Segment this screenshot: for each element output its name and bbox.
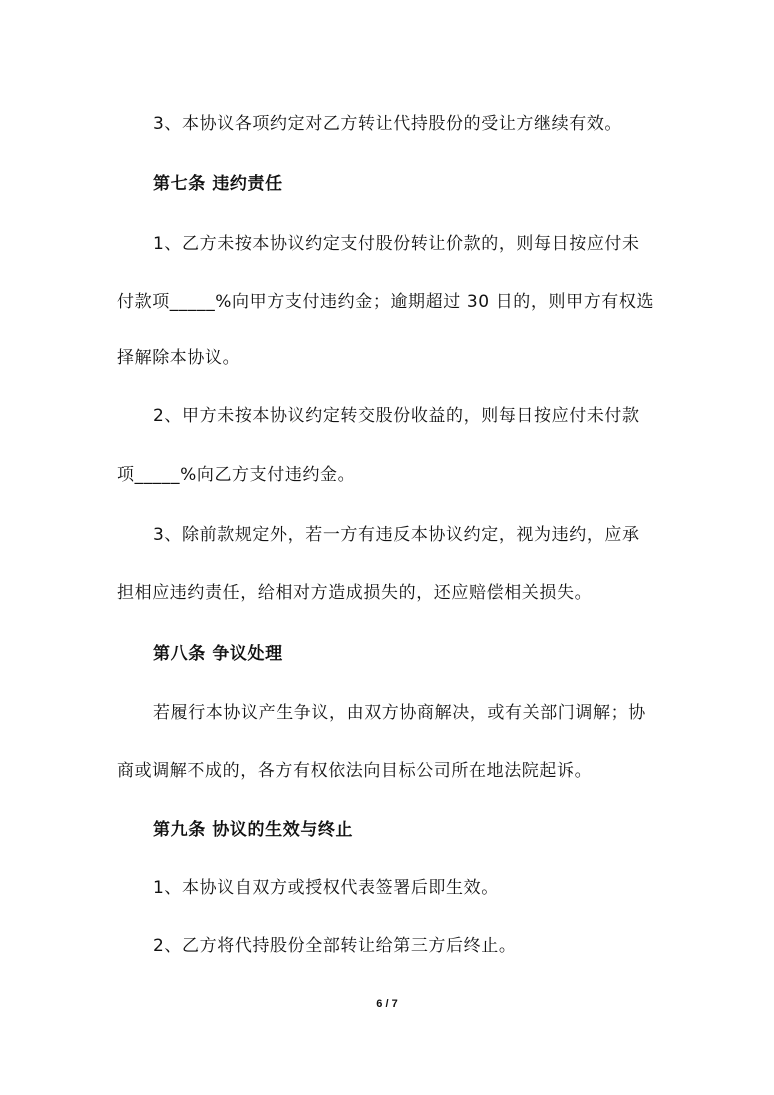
article-9-heading: 第九条 协议的生效与终止 [153, 820, 354, 840]
article-7-item-1-line-1: 1、乙方未按本协议约定支付股份转让价款的，则每日按应付未 [153, 234, 640, 254]
article-7-item-1-line-2: 付款项_____%向甲方支付违约金；逾期超过 30 日的，则甲方有权选 [117, 292, 655, 312]
article-8-para-line-1: 若履行本协议产生争议，由双方协商解决，或有关部门调解；协 [153, 703, 646, 723]
clause-6-item-3: 3、本协议各项约定对乙方转让代持股份的受让方继续有效。 [153, 114, 623, 134]
article-7-item-1-line-3: 择解除本协议。 [117, 348, 241, 368]
article-8-para-line-2: 商或调解不成的，各方有权依法向目标公司所在地法院起诉。 [117, 761, 593, 781]
article-7-item-3-line-2: 担相应违约责任，给相对方造成损失的，还应赔偿相关损失。 [117, 583, 593, 603]
article-9-item-1: 1、本协议自双方或授权代表签署后即生效。 [153, 878, 499, 898]
page-number: 6 / 7 [376, 998, 398, 1010]
article-9-item-2: 2、乙方将代持股份全部转让给第三方后终止。 [153, 936, 517, 956]
article-7-heading: 第七条 违约责任 [153, 174, 283, 194]
article-7-item-2-line-1: 2、甲方未按本协议约定转交股份收益的，则每日按应付未付款 [153, 406, 640, 426]
article-8-heading: 第八条 争议处理 [153, 644, 283, 664]
article-7-item-3-line-1: 3、除前款规定外，若一方有违反本协议约定，视为违约，应承 [153, 525, 640, 545]
article-7-item-2-line-2: 项_____%向乙方支付违约金。 [117, 465, 356, 485]
